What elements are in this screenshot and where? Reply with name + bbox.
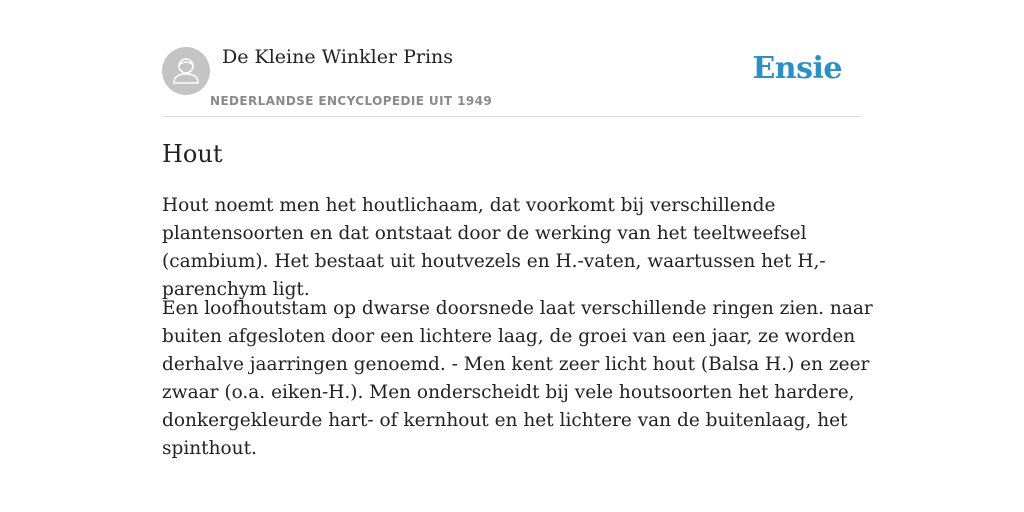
avatar[interactable] <box>162 47 210 95</box>
site-logo[interactable]: Ensie <box>752 51 842 86</box>
source-name[interactable]: De Kleine Winkler Prins <box>222 46 454 68</box>
article-paragraph: Een loofhoutstam op dwarse doorsnede laat verschillende ringen zien. naar buiten afgesloten door een lichtere laag, de groei van een jaar, ze worden derhalve jaarringen genoemd. - Men kent zeer licht hout (Balsa H.) en zeer zwaar (o.a. eiken-H.). Men onderscheidt bij vele houtsoorten het hardere, donkergekleurde hart- of kernhout en het lichtere van de buitenlaag, het spinthout. <box>162 298 873 459</box>
source-description: NEDERLANDSE ENCYCLOPEDIE UIT 1949 <box>210 94 493 108</box>
user-icon <box>162 47 210 95</box>
article-title: Hout <box>162 140 223 168</box>
page-content <box>162 0 873 459</box>
article-paragraph: Hout noemt men het houtlichaam, dat voorkomt bij verschillende plantensoorten en dat ontstaat door de werking van het teeltweefsel (cambium). Het bestaat uit houtvezels en H.-vaten, waartussen het H,-parenchym ligt. <box>162 195 826 300</box>
source-header <box>162 0 862 117</box>
